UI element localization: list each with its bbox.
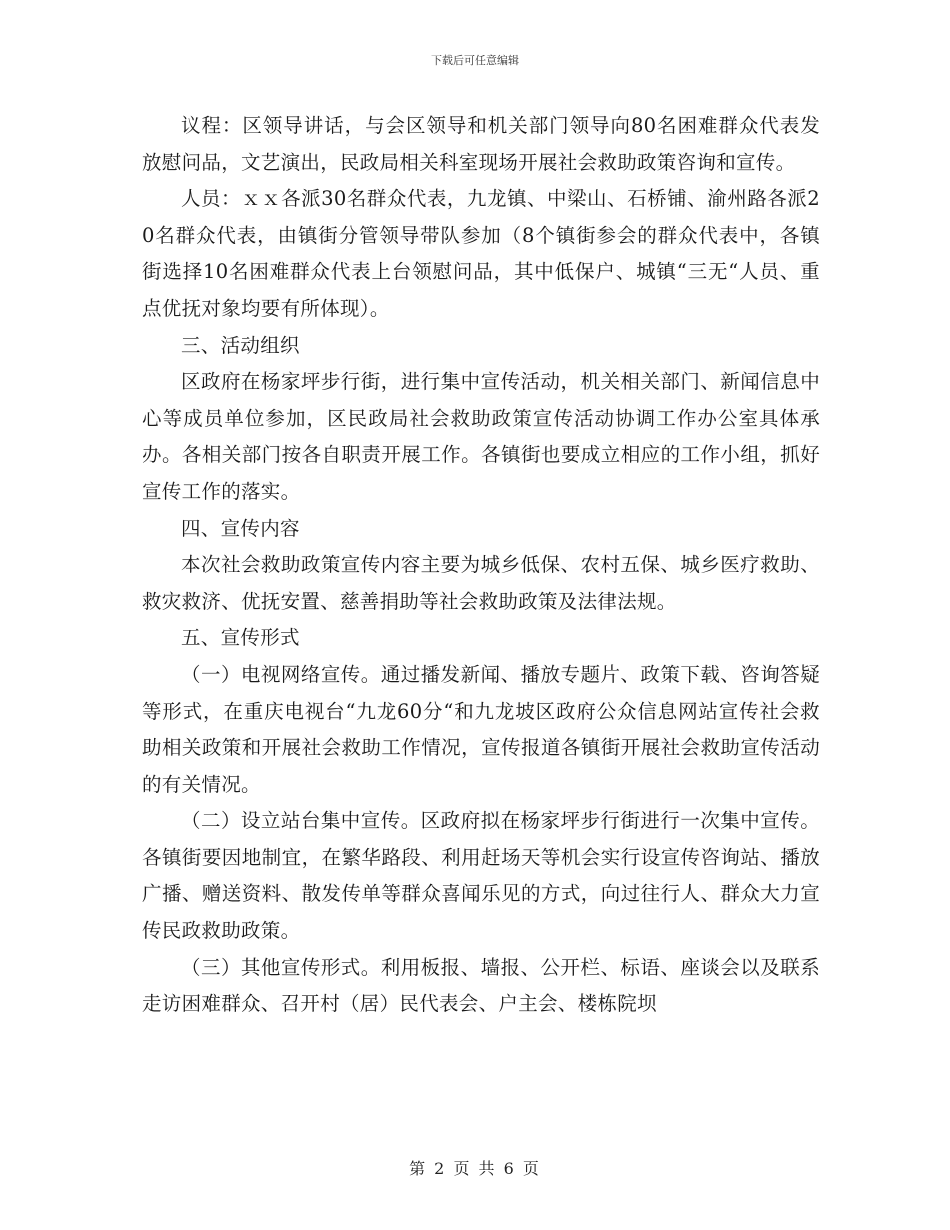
paragraph-other-forms: （三）其他宣传形式。利用板报、墙报、公开栏、标语、座谈会以及联系走访困难群众、召开村（居）民代表会、户主会、楼栋院坝 <box>142 955 820 1016</box>
section-heading-content: 四、宣传内容 <box>181 516 300 540</box>
paragraph-tv-network: （一）电视网络宣传。通过播发新闻、播放专题片、政策下载、咨询答疑等形式，在重庆电视台“九龙60分“和九龙坡区政府公众信息网站宣传社会救助相关政策和开展社会救助工作情况，宣传报道各镇街开展社会救助宣传活动的有关情况。 <box>142 662 820 796</box>
page-number-footer: 第 2 页 共 6 页 <box>409 1159 541 1178</box>
section-heading-organization: 三、活动组织 <box>181 333 300 357</box>
page-header-note: 下载后可任意编辑 <box>431 54 519 67</box>
paragraph-organization: 区政府在杨家坪步行街，进行集中宣传活动，机关相关部门、新闻信息中心等成员单位参加，区民政局社会救助政策宣传活动协调工作办公室具体承办。各相关部门按各自职责开展工作。各镇街也要成立相应的工作小组，抓好宣传工作的落实。 <box>142 370 820 503</box>
section-heading-forms: 五、宣传形式 <box>181 626 300 650</box>
paragraph-station: （二）设立站台集中宣传。区政府拟在杨家坪步行街进行一次集中宣传。各镇街要因地制宜，在繁华路段、利用赶场天等机会实行设宣传咨询站、播放广播、赠送资料、散发传单等群众喜闻乐见的方式，向过往行人、群众大力宣传民政救助政策。 <box>142 809 820 943</box>
paragraph-content: 本次社会救助政策宣传内容主要为城乡低保、农村五保、城乡医疗救助、救灾救济、优抚安置、慈善捐助等社会救助政策及法律法规。 <box>142 553 820 613</box>
paragraph-agenda: 议程：区领导讲话，与会区领导和机关部门领导向80名困难群众代表发放慰问品，文艺演出，民政局相关科室现场开展社会救助政策咨询和宣传。 <box>142 114 820 174</box>
document-body <box>142 108 820 1023</box>
paragraph-personnel: 人员：ｘｘ各派30名群众代表，九龙镇、中梁山、石桥铺、渝州路各派20名群众代表，由镇街分管领导带队参加（8个镇街参会的群众代表中，各镇街选择10名困难群众代表上台领慰问品，其中低保户、城镇“三无“人员、重点优抚对象均要有所体现）。 <box>142 187 820 320</box>
